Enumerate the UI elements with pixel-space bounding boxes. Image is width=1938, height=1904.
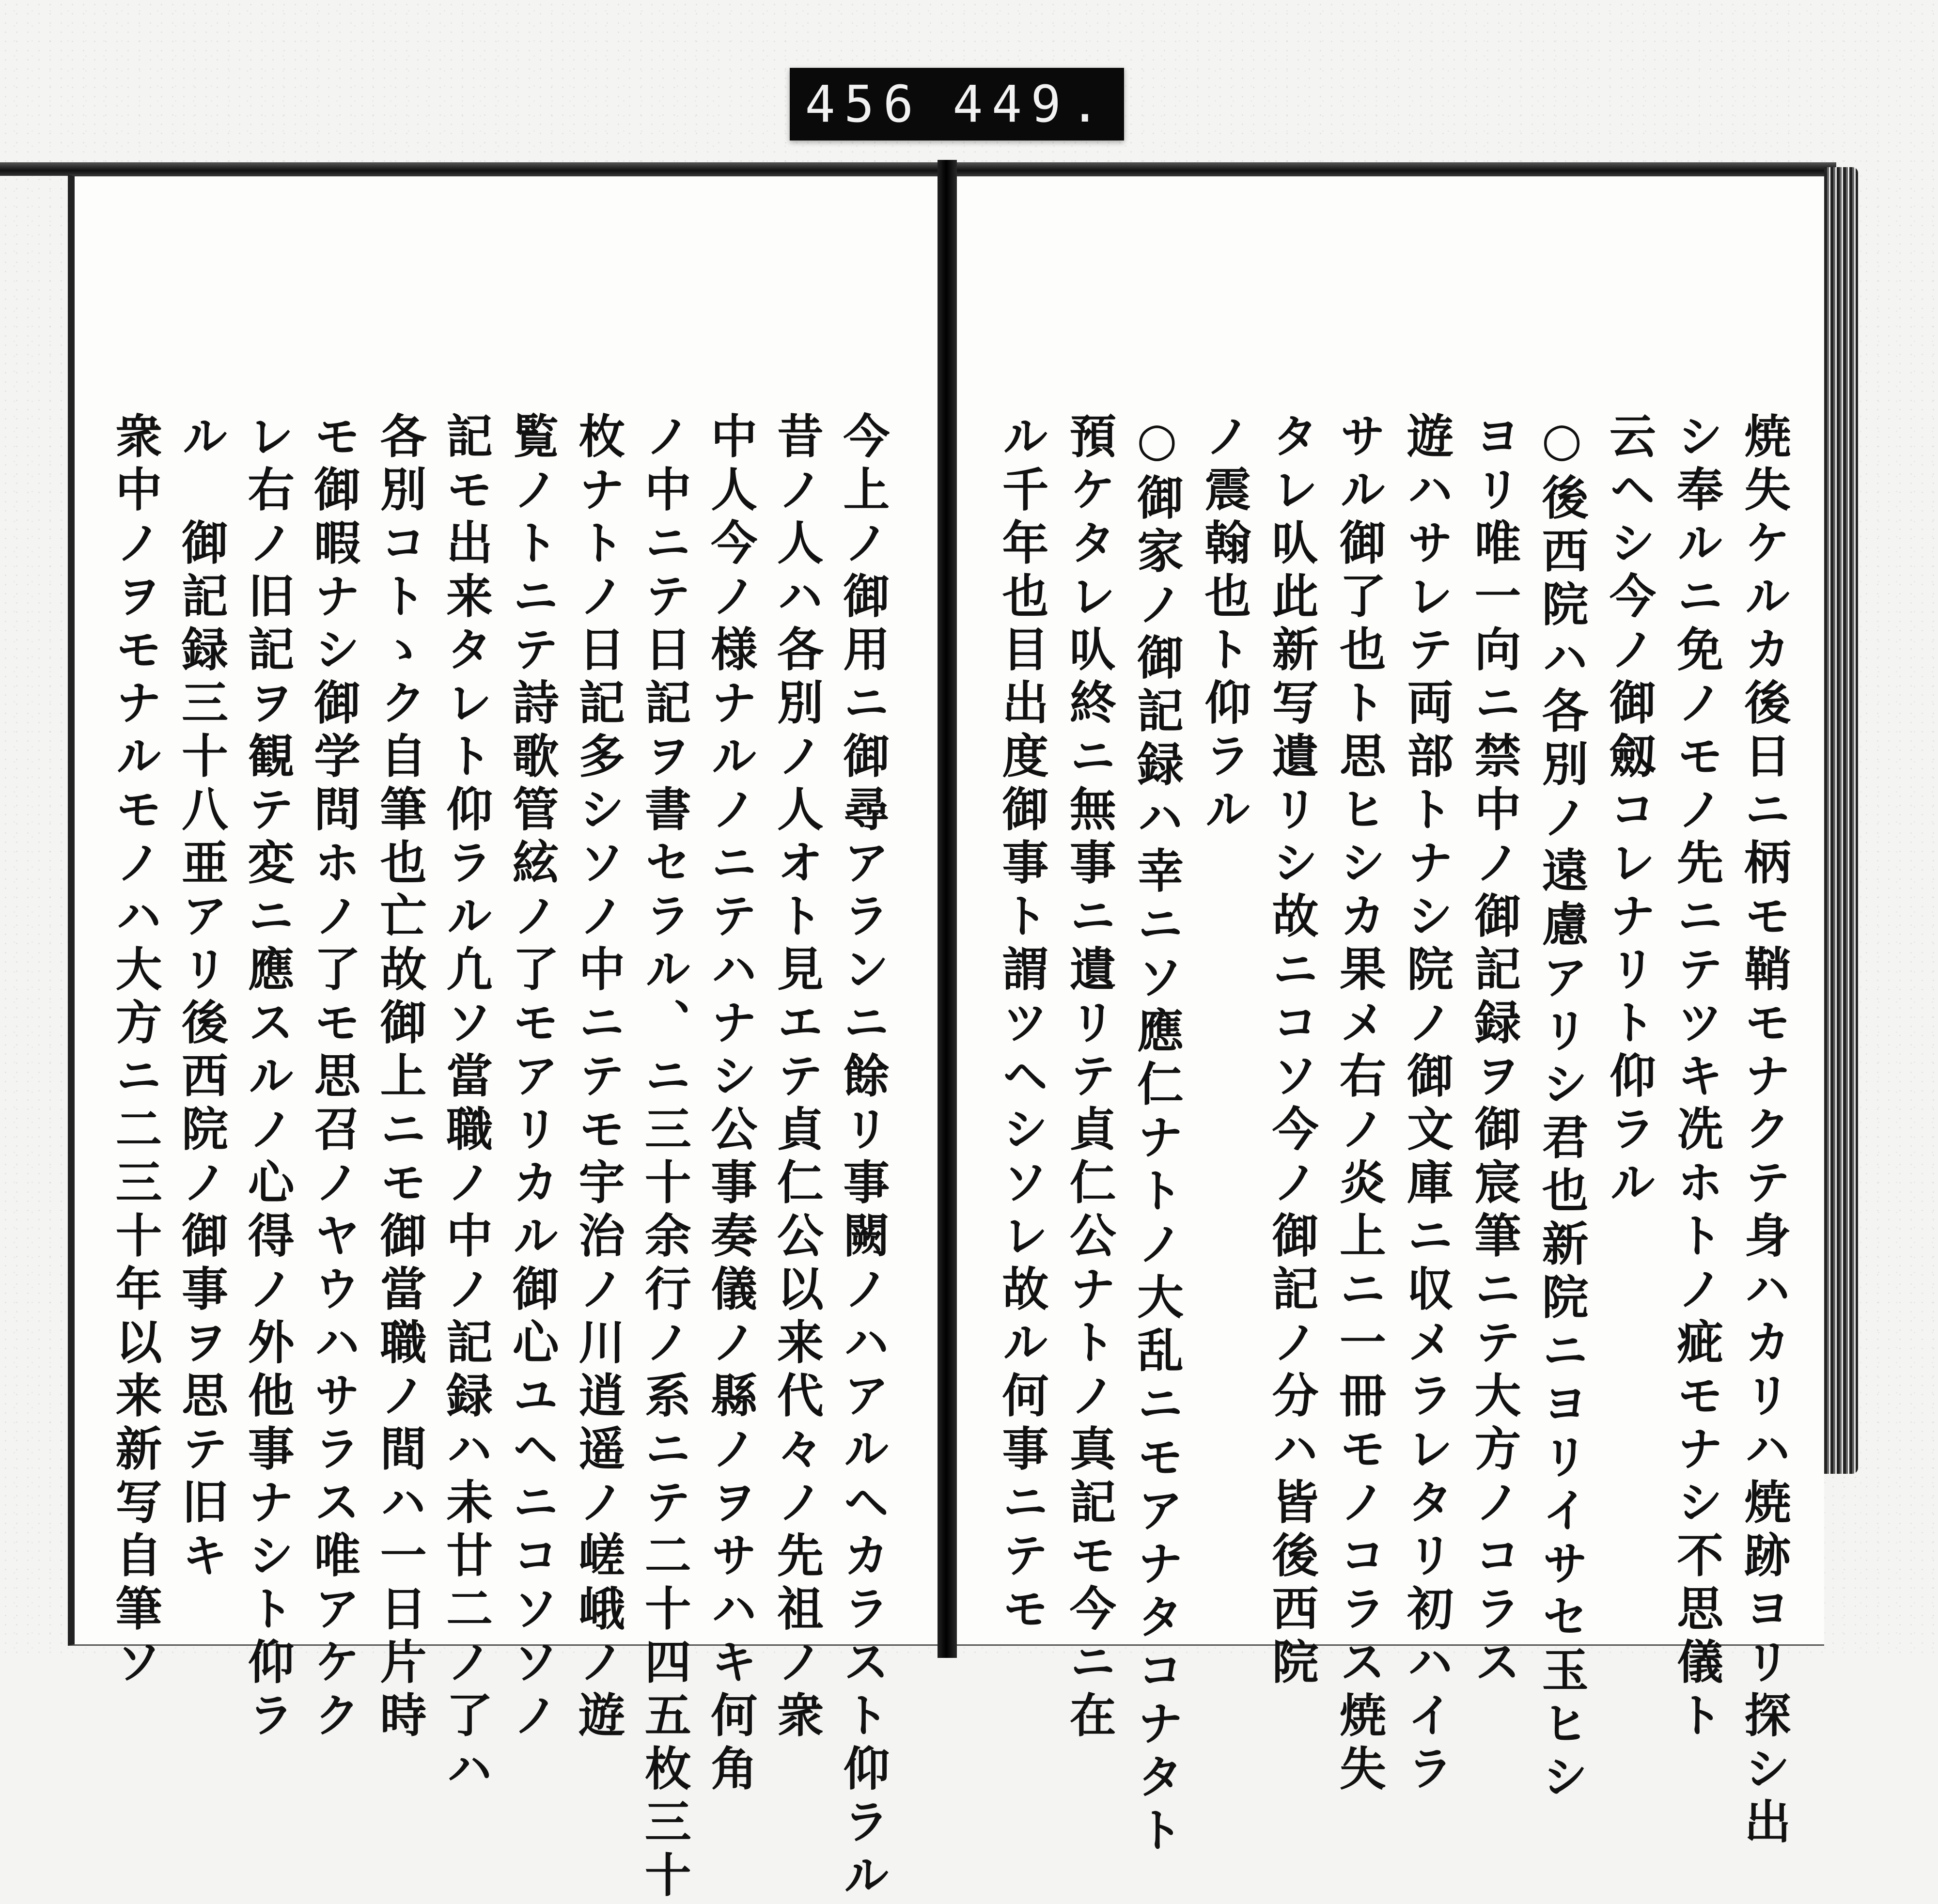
right-column: 云ヘシ今ノ御劔コレナリト仰ラル — [1602, 412, 1657, 1211]
left-column: 記モ出来タレト仰ラル凢ソ當職ノ中ノ記録ハ未廿二ノ了ハ — [438, 412, 494, 1797]
right-page-text — [993, 412, 1793, 1859]
left-column: 枚ナトノ日記多シソノ中ニテモ宇治ノ川逍遥ノ嵯峨ノ遊 — [571, 412, 626, 1744]
left-column: 覧ノトニテ詩歌管絃ノ了モアリカル御心ユヘニコソソノ — [505, 412, 560, 1744]
left-column: ノ中ニテ日記ヲ書セラル、ニ三十余行ノ系ニテ二十四五枚三十 — [637, 412, 692, 1904]
archive-number-label — [790, 68, 1124, 140]
page-edges — [1824, 167, 1858, 1474]
book-spine — [938, 160, 957, 1658]
right-column: ノ震翰也ト仰ラル — [1197, 412, 1252, 838]
left-page-number: 456 — [805, 75, 922, 134]
left-column: 今上ノ御用ニ御尋アランニ餘リ事闕ノハアルヘカラスト仰ラル — [835, 412, 891, 1904]
left-page-text — [107, 412, 891, 1904]
right-column: ○御家ノ御記録ハ幸ニソ應仁ナトノ大乱ニモアナタコナタト — [1129, 412, 1185, 1859]
right-column: サル御了也ト思ヒシカ果メ右ノ炎上ニ一冊モノコラス焼失 — [1332, 412, 1387, 1797]
right-column: ○後西院ハ各別ノ遠慮アリシ君也新院ニヨリイサセ玉ヒシ — [1534, 412, 1590, 1806]
left-column: 衆中ノヲモナルモノハ大方ニ二三十年以来新写自筆ソ — [108, 412, 163, 1691]
left-column: モ御暇ナシ御学問ホノ了モ思召ノヤウハサラス唯アケク — [306, 412, 361, 1744]
right-column: タレ㕥此新写遺リシ故ニコソ今ノ御記ノ分ハ皆後西院 — [1265, 412, 1320, 1691]
right-column: ル千年也目出度御事ト謂ツヘシソレ故ル何事ニテモ — [995, 412, 1049, 1638]
right-column: ヨリ唯一向ニ禁中ノ御記録ヲ御宸筆ニテ大方ノコラス — [1467, 412, 1522, 1691]
left-column: 中人今ノ様ナルノニテハナシ公事奏儀ノ縣ノヲサハキ何角 — [703, 412, 758, 1797]
right-page-number: 449. — [953, 75, 1109, 134]
left-column: 各別コトゝク自筆也亡故御上ニモ御當職ノ間ハ一日片時 — [373, 412, 428, 1744]
book-top-edge — [0, 162, 1836, 176]
right-column: シ奉ルニ免ノモノ先ニテツキ冼ホトノ疵モナシ不思儀ト — [1669, 412, 1724, 1744]
left-column: レ右ノ旧記ヲ観テ変ニ應スルノ心得ノ外他事ナシト仰ラ — [240, 412, 296, 1744]
left-column: ル 御記録三十八亜アリ後西院ノ御事ヲ思テ旧キ — [174, 412, 229, 1584]
right-column: 焼失ケルカ後日ニ柄モ鞘モナクテ身ハカリハ焼跡ヨリ探シ出 — [1736, 412, 1792, 1851]
left-column: 昔ノ人ハ各別ノ人オト見エテ貞仁公以来代々ノ先祖ノ衆 — [769, 412, 825, 1744]
right-column: 預ケタレ㕥終ニ無事ニ遺リテ貞仁公ナトノ真記モ今ニ在 — [1062, 412, 1117, 1744]
right-column: 遊ハサレテ両部トナシ院ノ御文庫ニ収メラレタリ初ハイラ — [1399, 412, 1454, 1797]
